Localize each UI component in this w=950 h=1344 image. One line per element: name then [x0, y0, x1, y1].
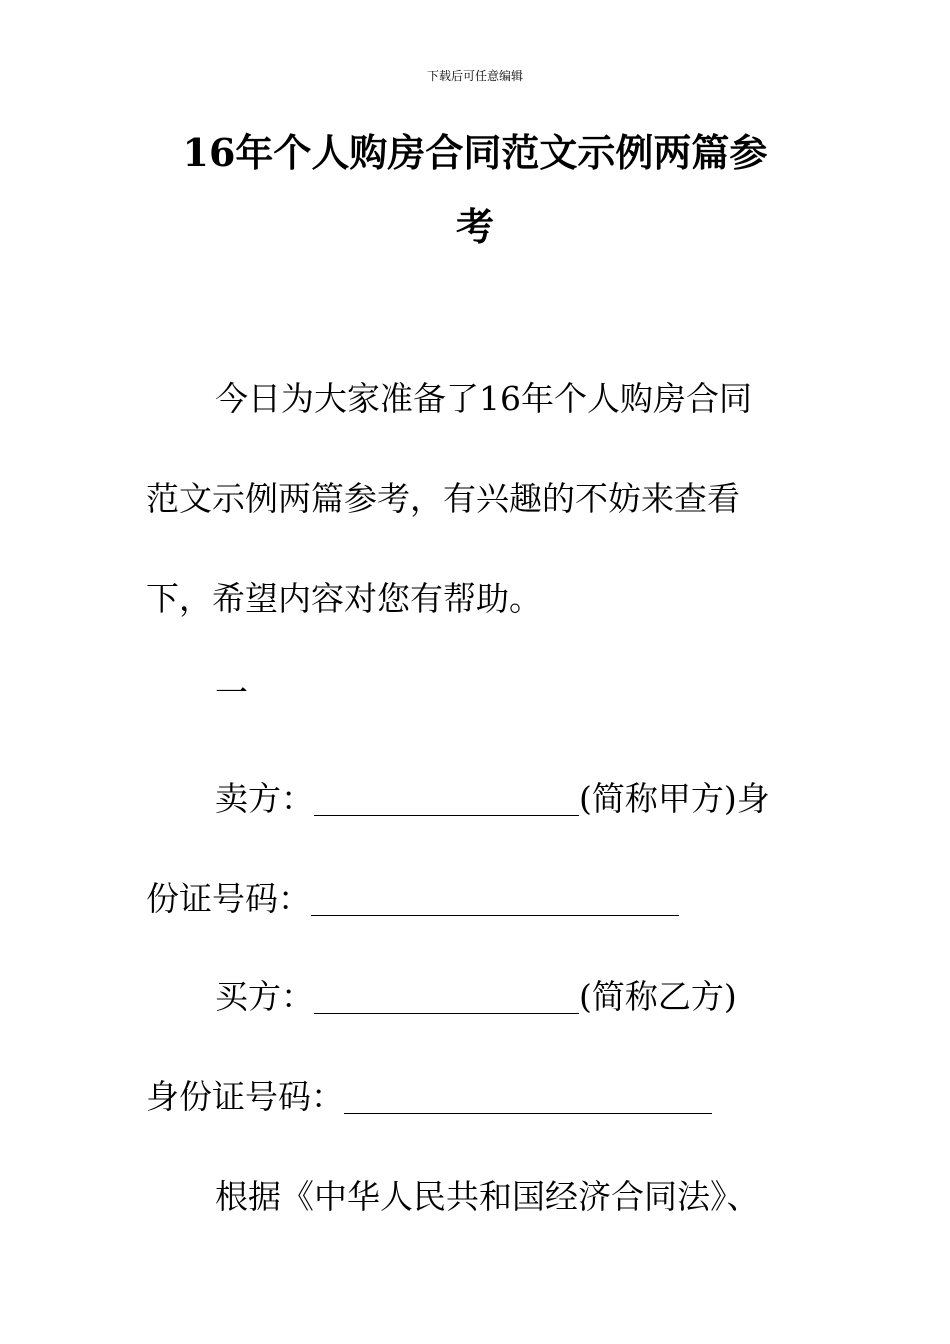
seller-label: 卖方： [215, 779, 314, 818]
buyer-line [215, 976, 737, 1018]
buyer-id-label: 身份证号码： [146, 1077, 344, 1116]
buyer-id-line [146, 1076, 712, 1118]
seller-name-blank [314, 785, 579, 816]
intro-line-3: 下，希望内容对您有帮助。 [146, 579, 542, 618]
basis-line: 根据《中华人民共和国经济合同法》、 [215, 1177, 760, 1216]
intro-line-1: 今日为大家准备了16年个人购房合同 [215, 379, 752, 418]
buyer-name-blank [314, 983, 579, 1014]
seller-id-label: 份证号码： [146, 879, 311, 918]
buyer-suffix: (简称乙方) [579, 977, 737, 1016]
seller-line [215, 778, 770, 820]
seller-id-blank [311, 885, 679, 916]
download-note: 下载后可任意编辑 [426, 69, 523, 83]
document-title-line-2: 考 [455, 204, 494, 249]
seller-id-line [146, 878, 679, 920]
buyer-id-blank [344, 1083, 712, 1114]
document-title-line-1: 16年个人购房合同范文示例两篇参 [182, 130, 768, 175]
buyer-label: 买方： [215, 977, 314, 1016]
seller-suffix: (简称甲方)身 [579, 779, 770, 818]
intro-line-2: 范文示例两篇参考，有兴趣的不妨来查看 [146, 479, 740, 518]
section-number: 一 [215, 673, 248, 712]
